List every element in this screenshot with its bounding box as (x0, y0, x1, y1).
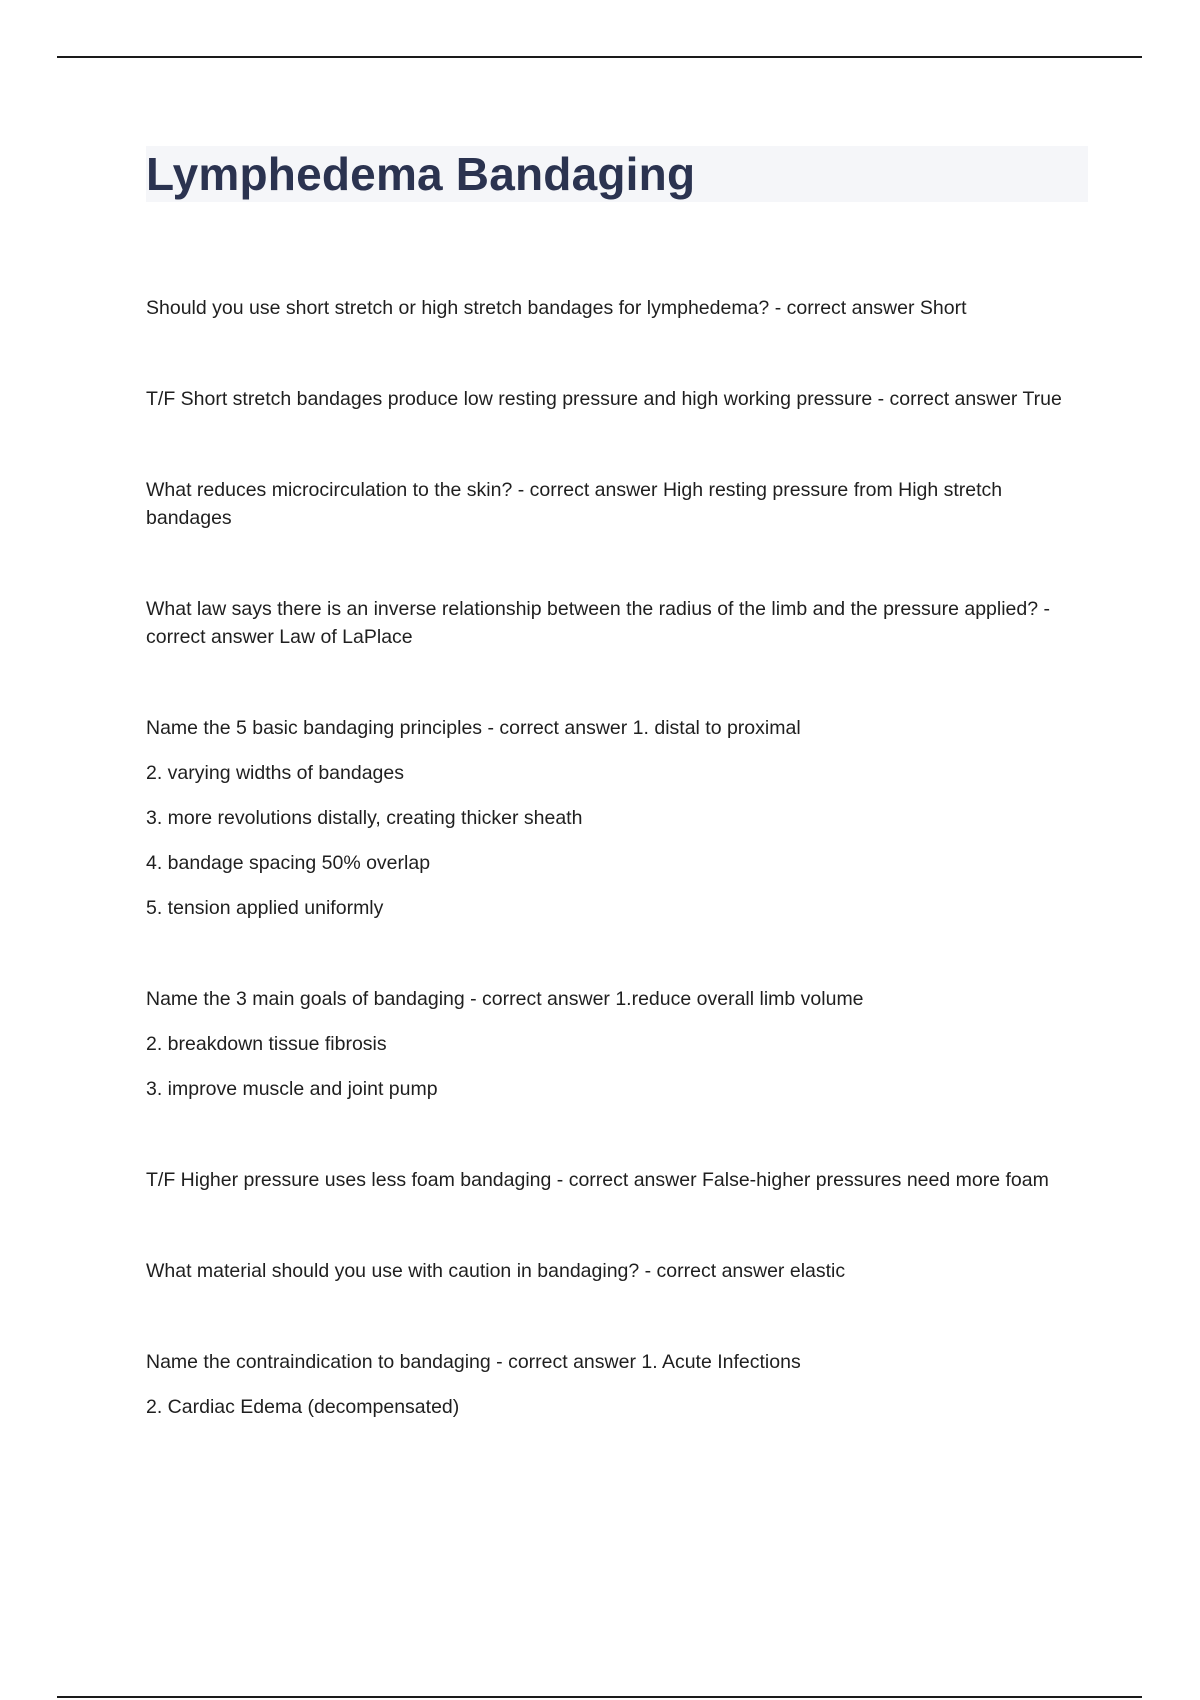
qa-item (146, 1257, 1088, 1285)
bottom-rule (57, 1696, 1142, 1698)
qa-line: 3. improve muscle and joint pump (146, 1078, 438, 1100)
qa-item (146, 714, 1088, 922)
document-body (146, 146, 1088, 1484)
qa-line: Name the 3 main goals of bandaging - correct answer 1.reduce overall limb volume (146, 988, 864, 1010)
qa-line: 3. more revolutions distally, creating thicker sheath (146, 807, 583, 829)
qa-item (146, 985, 1088, 1103)
qa-line: T/F Short stretch bandages produce low resting pressure and high working pressure - correct answer True (146, 388, 1062, 410)
qa-line: What material should you use with caution in bandaging? - correct answer elastic (146, 1260, 846, 1282)
qa-line: Should you use short stretch or high stretch bandages for lymphedema? - correct answer Short (146, 297, 967, 319)
qa-line: What law says there is an inverse relationship between the radius of the limb and the pressure applied? - correct answer Law of LaPlace (146, 598, 1050, 648)
page-title: Lymphedema Bandaging (146, 148, 696, 200)
top-rule (57, 56, 1142, 58)
qa-item (146, 476, 1088, 532)
qa-line: 2. breakdown tissue fibrosis (146, 1033, 387, 1055)
qa-item (146, 1166, 1088, 1194)
qa-line: What reduces microcirculation to the skin? - correct answer High resting pressure from High stretch bandages (146, 479, 1003, 529)
qa-line: T/F Higher pressure uses less foam bandaging - correct answer False-higher pressures need more foam (146, 1169, 1049, 1191)
qa-list (146, 294, 1088, 1421)
qa-line: Name the 5 basic bandaging principles - correct answer 1. distal to proximal (146, 717, 801, 739)
qa-line: 4. bandage spacing 50% overlap (146, 852, 431, 874)
qa-line: Name the contraindication to bandaging - correct answer 1. Acute Infections (146, 1351, 801, 1373)
qa-item (146, 385, 1088, 413)
qa-item (146, 595, 1088, 651)
qa-line: 5. tension applied uniformly (146, 897, 384, 919)
qa-item (146, 1348, 1088, 1421)
qa-line: 2. Cardiac Edema (decompensated) (146, 1396, 460, 1418)
qa-line: 2. varying widths of bandages (146, 762, 404, 784)
qa-item (146, 294, 1088, 322)
title-band (146, 146, 1088, 202)
